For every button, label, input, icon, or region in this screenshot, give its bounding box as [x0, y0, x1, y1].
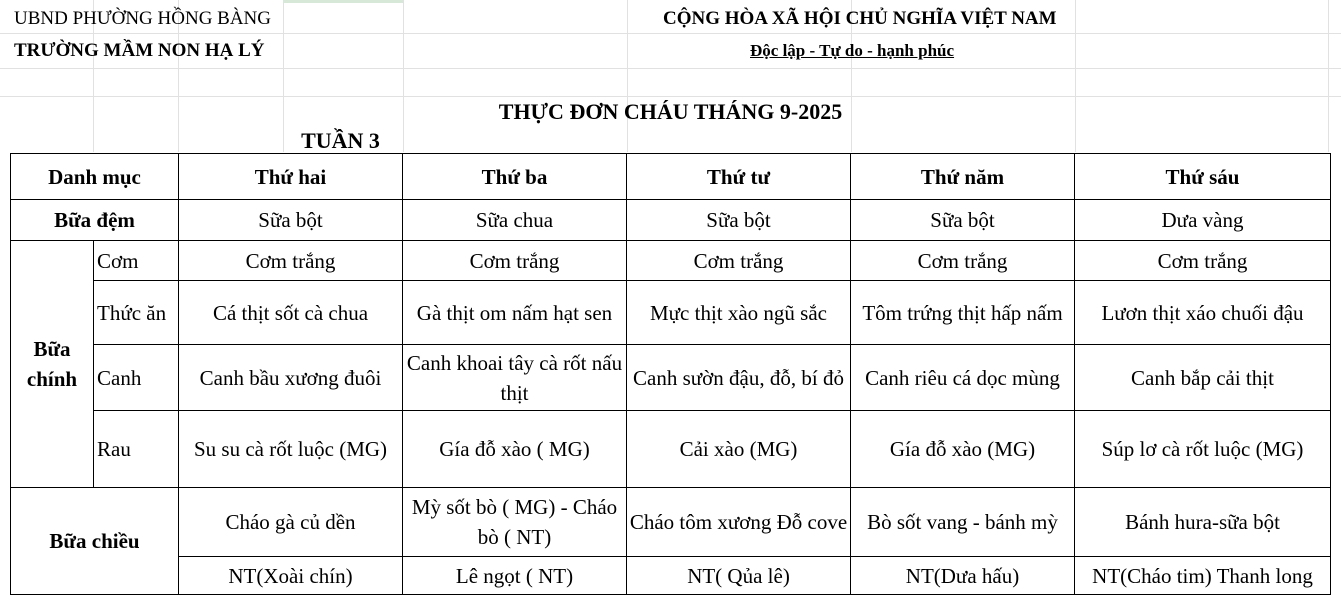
gridline: [0, 96, 1341, 97]
dish-cell[interactable]: Tôm trứng thịt hấp nấm: [851, 281, 1075, 345]
snack-cell[interactable]: Dưa vàng: [1075, 200, 1331, 241]
vegetable-cell[interactable]: Gía đỗ xào (MG): [851, 411, 1075, 488]
afternoon-fruit-cell[interactable]: NT( Qủa lê): [627, 557, 851, 595]
rice-cell[interactable]: Cơm trắng: [851, 241, 1075, 281]
dish-row: [11, 281, 1331, 345]
gridline: [1075, 0, 1076, 152]
header-row: [11, 154, 1331, 200]
gridline: [1328, 0, 1329, 152]
snack-label[interactable]: Bữa đệm: [11, 200, 179, 241]
snack-cell[interactable]: Sữa bột: [851, 200, 1075, 241]
dish-cell[interactable]: Lươn thịt xáo chuối đậu: [1075, 281, 1331, 345]
org-name[interactable]: UBND PHƯỜNG HỒNG BÀNG: [14, 8, 272, 29]
main-meal-label[interactable]: Bữa chính: [11, 241, 94, 488]
soup-cell[interactable]: Canh khoai tây cà rốt nấu thịt: [403, 345, 627, 411]
afternoon-fruit-cell[interactable]: NT(Cháo tim) Thanh long: [1075, 557, 1331, 595]
snack-cell[interactable]: Sữa bột: [179, 200, 403, 241]
category-header[interactable]: Danh mục: [11, 154, 179, 200]
cell-selection-marker: [283, 0, 403, 3]
soup-cell[interactable]: Canh bắp cải thịt: [1075, 345, 1331, 411]
soup-cell[interactable]: Canh sườn đậu, đỗ, bí đỏ: [627, 345, 851, 411]
rice-cell[interactable]: Cơm trắng: [627, 241, 851, 281]
rice-cell[interactable]: Cơm trắng: [179, 241, 403, 281]
nation-title[interactable]: CỘNG HÒA XÃ HỘI CHỦ NGHĨA VIỆT NAM: [663, 8, 1057, 29]
afternoon-fruit-cell[interactable]: NT(Dưa hấu): [851, 557, 1075, 595]
dish-label[interactable]: Thức ăn: [94, 281, 179, 345]
vegetable-row: [11, 411, 1331, 488]
vegetable-label[interactable]: Rau: [94, 411, 179, 488]
afternoon-fruit-cell[interactable]: NT(Xoài chín): [179, 557, 403, 595]
nation-motto[interactable]: Độc lập - Tự do - hạnh phúc: [750, 41, 955, 60]
snack-cell[interactable]: Sữa chua: [403, 200, 627, 241]
dish-cell[interactable]: Cá thịt sốt cà chua: [179, 281, 403, 345]
day-header-thu[interactable]: Thứ năm: [851, 154, 1075, 200]
rice-cell[interactable]: Cơm trắng: [1075, 241, 1331, 281]
soup-label[interactable]: Canh: [94, 345, 179, 411]
day-header-fri[interactable]: Thứ sáu: [1075, 154, 1331, 200]
week-title[interactable]: TUẦN 3: [301, 128, 380, 153]
rice-label[interactable]: Cơm: [94, 241, 179, 281]
afternoon-cell[interactable]: Mỳ sốt bò ( MG) - Cháo bò ( NT): [403, 488, 627, 557]
afternoon-label[interactable]: Bữa chiều: [11, 488, 179, 595]
rice-row: [11, 241, 1331, 281]
menu-title[interactable]: THỰC ĐƠN CHÁU THÁNG 9-2025: [498, 99, 843, 124]
afternoon-cell[interactable]: Bánh hura-sữa bột: [1075, 488, 1331, 557]
vegetable-cell[interactable]: Súp lơ cà rốt luộc (MG): [1075, 411, 1331, 488]
snack-row: [11, 200, 1331, 241]
vegetable-cell[interactable]: Cải xào (MG): [627, 411, 851, 488]
vegetable-cell[interactable]: Gía đỗ xào ( MG): [403, 411, 627, 488]
snack-cell[interactable]: Sữa bột: [627, 200, 851, 241]
school-name[interactable]: TRƯỜNG MẦM NON HẠ LÝ: [14, 40, 265, 61]
dish-cell[interactable]: Mực thịt xào ngũ sắc: [627, 281, 851, 345]
day-header-mon[interactable]: Thứ hai: [179, 154, 403, 200]
gridline: [0, 33, 1341, 34]
gridline: [0, 68, 1341, 69]
afternoon-cell[interactable]: Cháo gà củ dền: [179, 488, 403, 557]
day-header-wed[interactable]: Thứ tư: [627, 154, 851, 200]
day-header-tue[interactable]: Thứ ba: [403, 154, 627, 200]
soup-cell[interactable]: Canh bầu xương đuôi: [179, 345, 403, 411]
afternoon-row: [11, 488, 1331, 557]
afternoon-cell[interactable]: Bò sốt vang - bánh mỳ: [851, 488, 1075, 557]
afternoon-fruit-row: [11, 557, 1331, 595]
soup-cell[interactable]: Canh riêu cá dọc mùng: [851, 345, 1075, 411]
soup-row: [11, 345, 1331, 411]
rice-cell[interactable]: Cơm trắng: [403, 241, 627, 281]
afternoon-cell[interactable]: Cháo tôm xương Đỗ cove: [627, 488, 851, 557]
dish-cell[interactable]: Gà thịt om nấm hạt sen: [403, 281, 627, 345]
afternoon-fruit-cell[interactable]: Lê ngọt ( NT): [403, 557, 627, 595]
vegetable-cell[interactable]: Su su cà rốt luộc (MG): [179, 411, 403, 488]
menu-table: [10, 153, 1331, 595]
